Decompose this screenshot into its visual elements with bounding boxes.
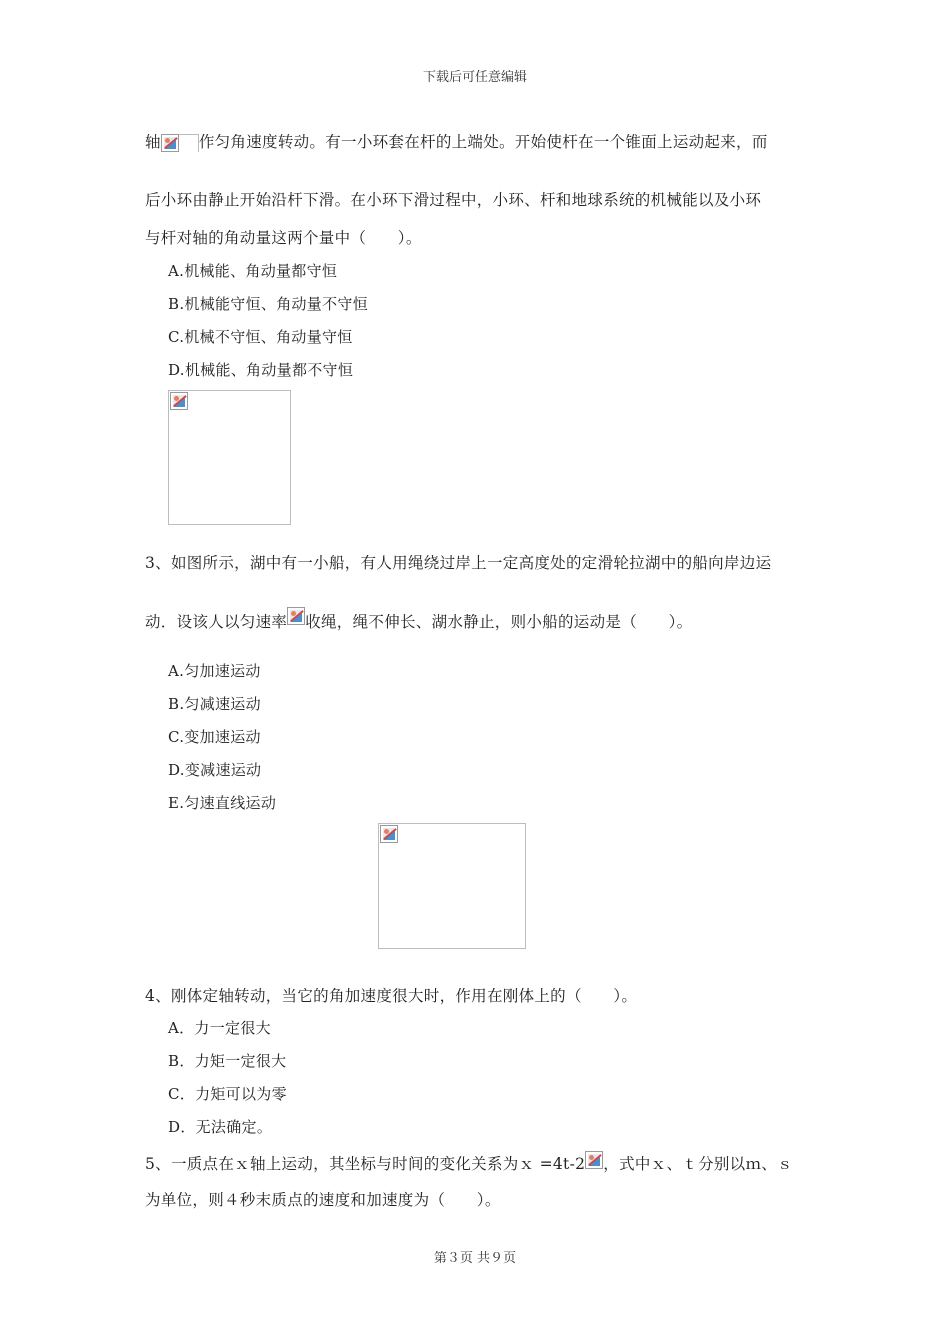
broken-image-icon <box>161 134 179 152</box>
q2-line-1-start: 轴 <box>145 133 161 151</box>
q3-option-a: A.匀加速运动 <box>168 662 261 680</box>
q3-line-1: 3、如图所示，湖中有一小船，有人用绳绕过岸上一定高度处的定滑轮拉湖中的船向岸边运 <box>145 554 772 572</box>
q4-option-d: D．无法确定。 <box>168 1118 273 1136</box>
q3-option-b: B.匀减速运动 <box>168 695 261 713</box>
broken-image-icon <box>287 607 305 625</box>
q2-option-a: A.机械能、角动量都守恒 <box>168 262 338 280</box>
q5-line-1-end: ，式中ｘ、ｔ分别以ｍ、ｓ <box>603 1155 793 1173</box>
q2-line-1 <box>145 130 768 152</box>
q4-option-a: A．力一定很大 <box>168 1019 271 1037</box>
q3-line-2-end: 收绳，绳不伸长、湖水静止，则小船的运动是（ ）。 <box>305 613 693 631</box>
page-header: 下载后可任意编辑 <box>422 70 527 85</box>
q4-line-1: 4、刚体定轴转动，当它的角加速度很大时，作用在刚体上的（ ）。 <box>145 987 638 1005</box>
q4-option-c: C．力矩可以为零 <box>168 1085 287 1103</box>
q3-option-d: D.变减速运动 <box>168 761 262 779</box>
q3-figure-placeholder <box>378 823 526 949</box>
formula-placeholder <box>179 134 199 152</box>
q3-option-c: C.变加速运动 <box>168 728 261 746</box>
q5-line-2: 为单位，则４秒末质点的速度和加速度为（ ）。 <box>145 1191 501 1209</box>
broken-image-icon <box>380 825 398 843</box>
q2-option-c: C.机械不守恒、角动量守恒 <box>168 328 353 346</box>
q3-option-e: E.匀速直线运动 <box>168 794 277 812</box>
q5-line-1-start: 5、一质点在ｘ轴上运动，其坐标与时间的变化关系为ｘ =4t-2 <box>145 1155 586 1173</box>
q5-line-1 <box>145 1152 793 1174</box>
q2-line-1-end: 作匀角速度转动。有一小环套在杆的上端处。开始使杆在一个锥面上运动起来，而 <box>198 133 768 151</box>
broken-image-icon <box>585 1151 603 1169</box>
q3-line-2 <box>145 610 692 632</box>
broken-image-icon <box>170 392 188 410</box>
q4-option-b: B．力矩一定很大 <box>168 1052 287 1070</box>
q2-option-b: B.机械能守恒、角动量不守恒 <box>168 295 368 313</box>
q2-option-d: D.机械能、角动量都不守恒 <box>168 361 354 379</box>
page-footer: 第３页 共９页 <box>433 1251 517 1266</box>
q2-figure-placeholder <box>168 390 291 525</box>
q2-line-3: 与杆对轴的角动量这两个量中（ ）。 <box>145 229 422 247</box>
q3-line-2-start: 动．设该人以匀速率 <box>145 613 288 631</box>
q2-line-2: 后小环由静止开始沿杆下滑。在小环下滑过程中，小环、杆和地球系统的机械能以及小环 <box>145 191 762 209</box>
